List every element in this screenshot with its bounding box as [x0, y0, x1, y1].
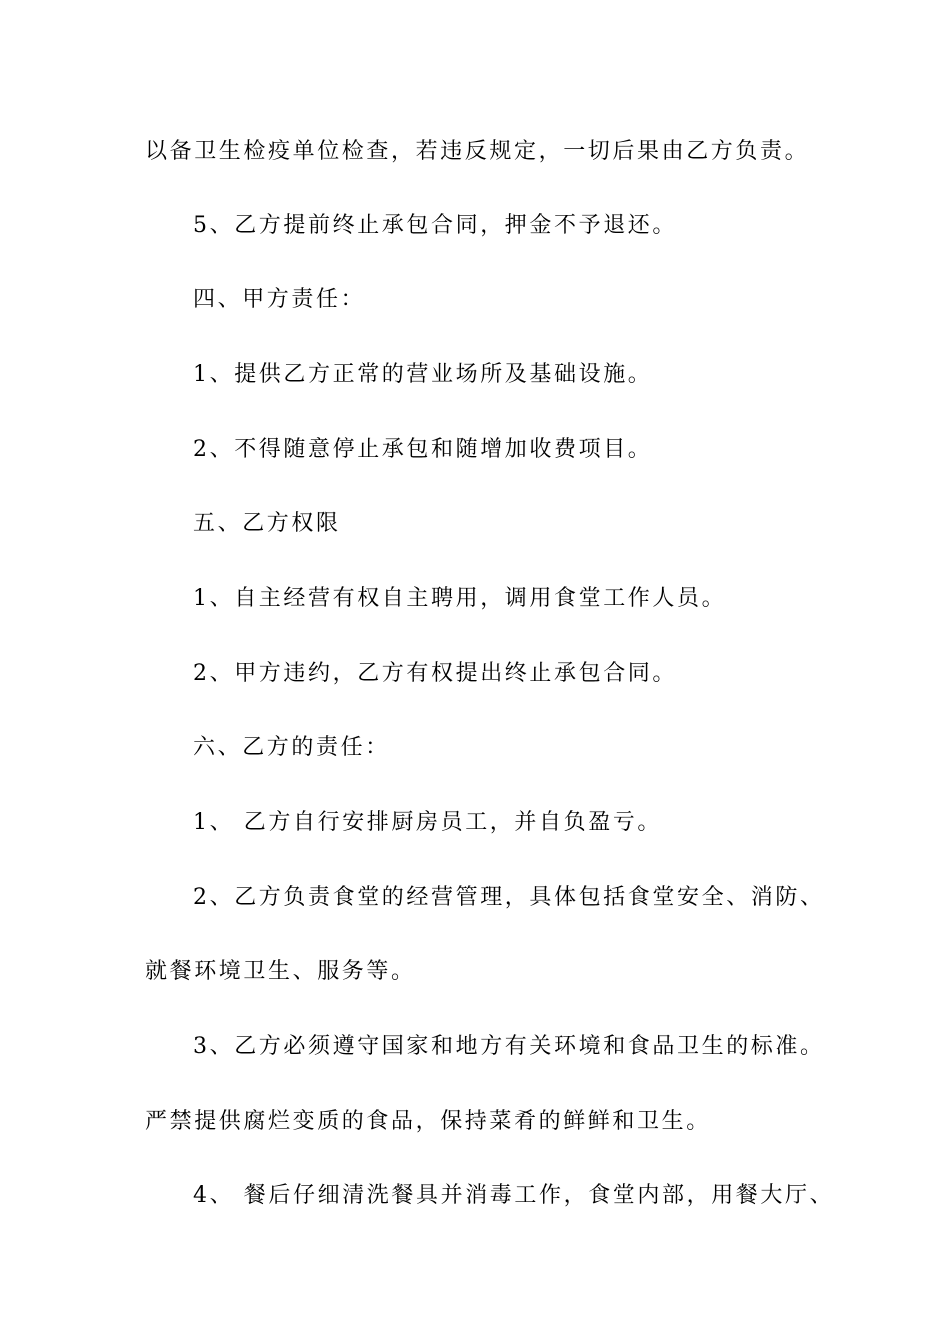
paragraph-b-resp-clause-3: 3、乙方必须遵守国家和地方有关环境和食品卫生的标准。 — [193, 1034, 825, 1059]
paragraph-clause-5: 5、乙方提前终止承包合同，押金不予退还。 — [193, 213, 677, 238]
paragraph-line-continuation: 以备卫生检疫单位检查，若违反规定，一切后果由乙方负责。 — [145, 139, 810, 164]
section-heading-party-a-responsibility: 四、甲方责任： — [193, 287, 366, 312]
paragraph-b-resp-clause-2-continuation: 就餐环境卫生、服务等。 — [145, 959, 416, 984]
paragraph-a-clause-1: 1、提供乙方正常的营业场所及基础设施。 — [193, 362, 653, 387]
section-heading-party-b-responsibility: 六、乙方的责任： — [193, 735, 390, 760]
paragraph-b-resp-clause-4: 4、 餐后仔细清洗餐具并消毒工作，食堂内部，用餐大厅、 — [193, 1183, 835, 1208]
paragraph-b-resp-clause-3-continuation: 严禁提供腐烂变质的食品，保持菜肴的鲜鲜和卫生。 — [145, 1109, 711, 1134]
paragraph-b-resp-clause-1: 1、 乙方自行安排厨房员工，并自负盈亏。 — [193, 810, 662, 835]
paragraph-b-resp-clause-2: 2、乙方负责食堂的经营管理，具体包括食堂安全、消防、 — [193, 885, 825, 910]
paragraph-a-clause-2: 2、不得随意停止承包和随增加收费项目。 — [193, 437, 653, 462]
paragraph-b-rights-clause-2: 2、甲方违约，乙方有权提出终止承包合同。 — [193, 661, 677, 686]
paragraph-b-rights-clause-1: 1、自主经营有权自主聘用，调用食堂工作人员。 — [193, 586, 727, 611]
section-heading-party-b-rights: 五、乙方权限 — [193, 511, 341, 536]
